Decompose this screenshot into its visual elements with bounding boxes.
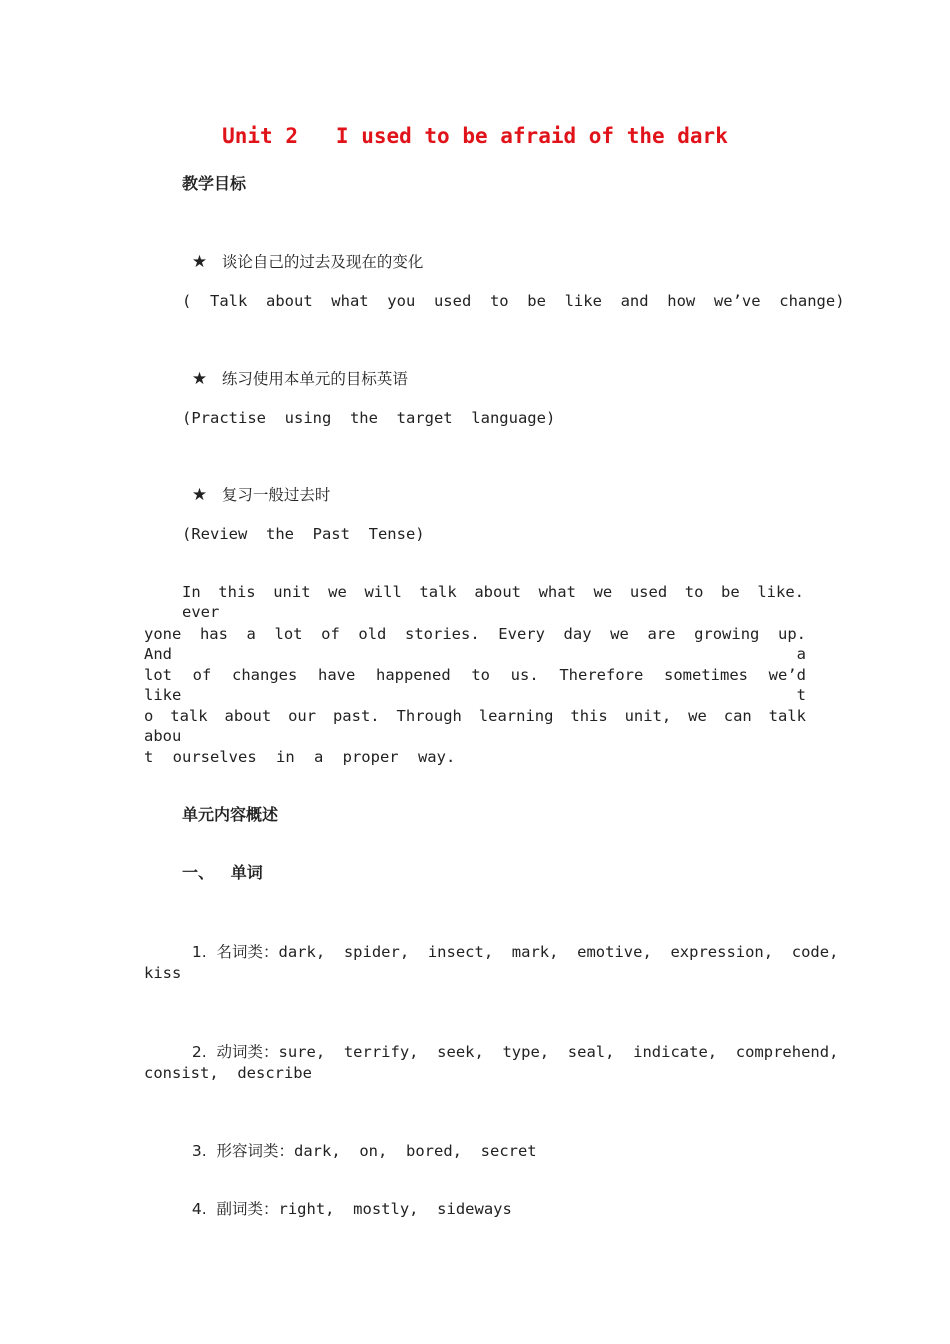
vocab-item-2: [182, 1022, 838, 1062]
intro-line-5: t ourselves in a proper way.: [144, 748, 456, 766]
section-heading-overview: 单元内容概述: [182, 805, 279, 824]
vocab-item-2-cont: consist, describe: [144, 1064, 312, 1082]
section-heading-objectives: 教学目标: [182, 174, 247, 193]
objective-3-cn: 复习一般过去时: [221, 486, 331, 504]
star-icon: ★: [191, 369, 208, 389]
vocab-words: right, mostly, sideways: [278, 1200, 512, 1218]
objective-1: [182, 232, 423, 272]
objective-1-en: ( Talk about what you used to be like and how we’ve change): [182, 292, 845, 310]
vocab-words: sure, terrify, seek, type, seal, indicate, comprehend,: [278, 1043, 839, 1061]
objective-2: [182, 349, 408, 389]
vocab-label: 2. 动词类：: [191, 1043, 279, 1061]
intro-line-3: lot of changes have happened to us. Therefore sometimes we’d like t: [144, 666, 806, 704]
subsection-heading-vocab: 一、 单词: [182, 863, 263, 882]
intro-line-1: In this unit we will talk about what we used to be like. ever: [182, 583, 804, 621]
vocab-item-3: [182, 1121, 537, 1161]
objective-2-cn: 练习使用本单元的目标英语: [221, 370, 408, 388]
star-icon: ★: [191, 485, 208, 505]
intro-line-4: o talk about our past. Through learning this unit, we can talk abou: [144, 707, 806, 745]
vocab-label: 1. 名词类：: [191, 943, 279, 961]
vocab-words: dark, spider, insect, mark, emotive, expression, code,: [278, 943, 839, 961]
vocab-item-4: [182, 1179, 512, 1219]
vocab-label: 3. 形容词类：: [191, 1142, 295, 1160]
star-icon: ★: [191, 252, 208, 272]
objective-3: [182, 465, 330, 505]
vocab-words: dark, on, bored, secret: [294, 1142, 537, 1160]
objective-2-en: (Practise using the target language): [182, 409, 556, 427]
objective-1-cn: 谈论自己的过去及现在的变化: [221, 253, 424, 271]
objective-3-en: (Review the Past Tense): [182, 525, 425, 543]
vocab-label: 4. 副词类：: [191, 1200, 279, 1218]
vocab-item-1: [182, 922, 838, 962]
vocab-item-1-cont: kiss: [144, 964, 182, 982]
page-title: Unit 2 I used to be afraid of the dark: [222, 124, 728, 148]
intro-line-2: yone has a lot of old stories. Every day we are growing up. And a: [144, 625, 806, 663]
